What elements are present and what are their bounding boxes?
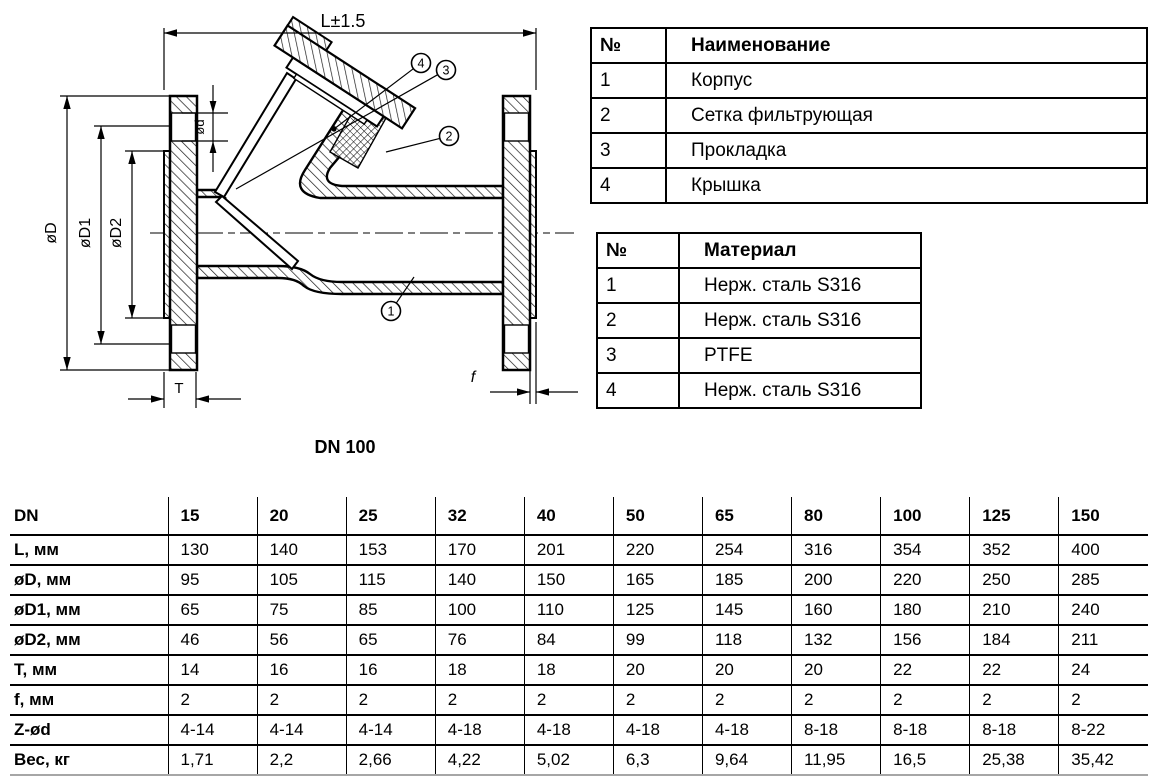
row-number-cell: 4 bbox=[591, 168, 666, 203]
dimension-value-cell: 16 bbox=[346, 655, 435, 685]
dimension-value-cell: 105 bbox=[257, 565, 346, 595]
dimension-value-cell: 1,71 bbox=[168, 745, 257, 775]
dimension-value-cell: 4-18 bbox=[435, 715, 524, 745]
dimension-value-cell: 240 bbox=[1059, 595, 1148, 625]
dimension-row-label: øD, мм bbox=[14, 570, 72, 589]
dimension-value-cell: 115 bbox=[346, 565, 435, 595]
dimension-value-cell: 2 bbox=[881, 685, 970, 715]
dimension-value-cell: 11,95 bbox=[792, 745, 881, 775]
dimension-value-cell: 4,22 bbox=[435, 745, 524, 775]
valve-section-drawing bbox=[0, 0, 590, 470]
callout-4-label: 4 bbox=[417, 56, 425, 71]
table-header-row bbox=[597, 233, 921, 268]
dimension-value-cell: 2 bbox=[970, 685, 1059, 715]
dimension-value-cell: 140 bbox=[435, 565, 524, 595]
row-number-cell: 3 bbox=[597, 338, 679, 373]
dim-label-f: f bbox=[470, 369, 476, 386]
dim-label-od: øD bbox=[43, 222, 60, 244]
dimension-row bbox=[10, 535, 1148, 565]
dimension-value-cell: 4-14 bbox=[168, 715, 257, 745]
drawing-caption: DN 100 bbox=[314, 437, 376, 457]
dimension-value-cell: 140 bbox=[257, 535, 346, 565]
materials-col-material: Материал bbox=[679, 233, 921, 268]
dim-label-od2: øD2 bbox=[108, 217, 125, 249]
table-row bbox=[591, 63, 1147, 98]
right-flange bbox=[503, 96, 536, 370]
dimension-row bbox=[10, 655, 1148, 685]
dimension-value-cell: 2 bbox=[1059, 685, 1148, 715]
dimension-value-cell: 5,02 bbox=[524, 745, 613, 775]
dimension-value-cell: 2 bbox=[613, 685, 702, 715]
dimension-value-cell: 18 bbox=[435, 655, 524, 685]
dimension-value-cell: 180 bbox=[881, 595, 970, 625]
dimension-value-cell: 130 bbox=[168, 535, 257, 565]
dn-corner-label: DN bbox=[14, 505, 39, 525]
dim-label-t: T bbox=[174, 380, 184, 397]
dimension-row-label: T, мм bbox=[14, 660, 58, 679]
row-value-cell: Корпус bbox=[666, 63, 1147, 98]
dimension-value-cell: 2 bbox=[346, 685, 435, 715]
dimension-value-cell: 250 bbox=[970, 565, 1059, 595]
bolt-hole bbox=[505, 325, 529, 353]
dn-size-header: 50 bbox=[613, 497, 702, 535]
dimension-value-cell: 200 bbox=[792, 565, 881, 595]
dn-size-header: 150 bbox=[1059, 497, 1148, 535]
dimension-value-cell: 210 bbox=[970, 595, 1059, 625]
table-row bbox=[591, 133, 1147, 168]
dim-label-length: L±1.5 bbox=[320, 11, 366, 31]
row-value-cell: Нерж. сталь S316 bbox=[679, 303, 921, 338]
dimension-value-cell: 285 bbox=[1059, 565, 1148, 595]
dimension-value-cell: 4-18 bbox=[702, 715, 791, 745]
dimension-value-cell: 132 bbox=[792, 625, 881, 655]
row-value-cell: Сетка фильтрующая bbox=[666, 98, 1147, 133]
dimension-row-label: Z-ød bbox=[14, 720, 51, 739]
table-row bbox=[597, 373, 921, 408]
dn-size-header: 20 bbox=[257, 497, 346, 535]
dimension-row bbox=[10, 565, 1148, 595]
dimension-value-cell: 99 bbox=[613, 625, 702, 655]
dimension-row bbox=[10, 745, 1148, 775]
dimension-value-cell: 150 bbox=[524, 565, 613, 595]
row-value-cell: Нерж. сталь S316 bbox=[679, 373, 921, 408]
callout-2-label: 2 bbox=[445, 129, 453, 144]
row-number-cell: 1 bbox=[591, 63, 666, 98]
dimension-row bbox=[10, 625, 1148, 655]
dimension-value-cell: 118 bbox=[702, 625, 791, 655]
left-flange bbox=[164, 96, 197, 370]
dimension-value-cell: 24 bbox=[1059, 655, 1148, 685]
dimension-value-cell: 352 bbox=[970, 535, 1059, 565]
dimension-value-cell: 211 bbox=[1059, 625, 1148, 655]
parts-col-number: № bbox=[591, 28, 666, 63]
row-value-cell: Крышка bbox=[666, 168, 1147, 203]
dn-dimensions-table bbox=[10, 497, 1148, 776]
materials-table bbox=[596, 232, 922, 409]
dimension-value-cell: 4-18 bbox=[613, 715, 702, 745]
dimension-value-cell: 2 bbox=[524, 685, 613, 715]
row-value-cell: PTFE bbox=[679, 338, 921, 373]
dimension-value-cell: 65 bbox=[346, 625, 435, 655]
dimension-row-label: øD1, мм bbox=[14, 600, 81, 619]
dimension-value-cell: 354 bbox=[881, 535, 970, 565]
dimension-value-cell: 125 bbox=[613, 595, 702, 625]
parts-col-name: Наименование bbox=[666, 28, 1147, 63]
dimension-value-cell: 316 bbox=[792, 535, 881, 565]
bolt-hole bbox=[172, 325, 196, 353]
dn-size-header: 40 bbox=[524, 497, 613, 535]
dn-size-header: 80 bbox=[792, 497, 881, 535]
dn-header-row bbox=[10, 497, 1148, 535]
dn-size-header: 100 bbox=[881, 497, 970, 535]
dimension-value-cell: 220 bbox=[613, 535, 702, 565]
dim-t bbox=[128, 372, 241, 408]
dimension-value-cell: 2 bbox=[702, 685, 791, 715]
dimension-value-cell: 22 bbox=[881, 655, 970, 685]
dimension-value-cell: 18 bbox=[524, 655, 613, 685]
dimension-value-cell: 22 bbox=[970, 655, 1059, 685]
table-row bbox=[597, 338, 921, 373]
dimension-value-cell: 220 bbox=[881, 565, 970, 595]
dimension-row-label: øD2, мм bbox=[14, 630, 81, 649]
table-row bbox=[597, 268, 921, 303]
dimension-value-cell: 100 bbox=[435, 595, 524, 625]
dimension-value-cell: 75 bbox=[257, 595, 346, 625]
table-row bbox=[597, 303, 921, 338]
dimension-row-label: Вес, кг bbox=[14, 750, 70, 769]
dimension-value-cell: 46 bbox=[168, 625, 257, 655]
dimension-value-cell: 35,42 bbox=[1059, 745, 1148, 775]
table-row bbox=[591, 98, 1147, 133]
table-header-row bbox=[591, 28, 1147, 63]
dimension-value-cell: 160 bbox=[792, 595, 881, 625]
dimension-value-cell: 165 bbox=[613, 565, 702, 595]
materials-col-number: № bbox=[597, 233, 679, 268]
dimension-value-cell: 85 bbox=[346, 595, 435, 625]
row-number-cell: 2 bbox=[591, 98, 666, 133]
dimension-value-cell: 14 bbox=[168, 655, 257, 685]
dn-size-header: 32 bbox=[435, 497, 524, 535]
row-number-cell: 1 bbox=[597, 268, 679, 303]
dimension-value-cell: 185 bbox=[702, 565, 791, 595]
dimension-value-cell: 170 bbox=[435, 535, 524, 565]
row-value-cell: Нерж. сталь S316 bbox=[679, 268, 921, 303]
dimension-row-label: f, мм bbox=[14, 690, 55, 709]
dimension-value-cell: 56 bbox=[257, 625, 346, 655]
dimension-value-cell: 20 bbox=[792, 655, 881, 685]
dimension-value-cell: 2 bbox=[792, 685, 881, 715]
dimension-value-cell: 20 bbox=[702, 655, 791, 685]
dimension-value-cell: 4-14 bbox=[346, 715, 435, 745]
dimension-value-cell: 16 bbox=[257, 655, 346, 685]
dim-label-bolt-hole: ød bbox=[192, 119, 207, 135]
dn-size-header: 15 bbox=[168, 497, 257, 535]
callout-3-label: 3 bbox=[442, 63, 450, 78]
dimension-value-cell: 8-18 bbox=[792, 715, 881, 745]
row-value-cell: Прокладка bbox=[666, 133, 1147, 168]
row-number-cell: 2 bbox=[597, 303, 679, 338]
dimension-row-label: L, мм bbox=[14, 540, 59, 559]
dimension-value-cell: 2,2 bbox=[257, 745, 346, 775]
dn-size-header: 65 bbox=[702, 497, 791, 535]
dn-size-header: 25 bbox=[346, 497, 435, 535]
dimension-value-cell: 95 bbox=[168, 565, 257, 595]
row-number-cell: 4 bbox=[597, 373, 679, 408]
dimension-value-cell: 2 bbox=[435, 685, 524, 715]
row-number-cell: 3 bbox=[591, 133, 666, 168]
dim-label-od1: øD1 bbox=[77, 217, 94, 249]
dimension-value-cell: 184 bbox=[970, 625, 1059, 655]
dimension-value-cell: 20 bbox=[613, 655, 702, 685]
dimension-row bbox=[10, 595, 1148, 625]
dimension-value-cell: 8-18 bbox=[881, 715, 970, 745]
dimension-value-cell: 2,66 bbox=[346, 745, 435, 775]
dimension-value-cell: 145 bbox=[702, 595, 791, 625]
dimension-value-cell: 153 bbox=[346, 535, 435, 565]
table-row bbox=[591, 168, 1147, 203]
dimension-value-cell: 400 bbox=[1059, 535, 1148, 565]
dn-size-header: 125 bbox=[970, 497, 1059, 535]
dimension-value-cell: 156 bbox=[881, 625, 970, 655]
callout-1-label: 1 bbox=[387, 304, 395, 319]
dimension-value-cell: 9,64 bbox=[702, 745, 791, 775]
dim-od2 bbox=[125, 151, 164, 318]
dimension-value-cell: 8-22 bbox=[1059, 715, 1148, 745]
dimension-value-cell: 2 bbox=[257, 685, 346, 715]
dimension-value-cell: 201 bbox=[524, 535, 613, 565]
dimension-value-cell: 65 bbox=[168, 595, 257, 625]
dimension-value-cell: 16,5 bbox=[881, 745, 970, 775]
parts-table bbox=[590, 27, 1148, 204]
dimension-value-cell: 4-18 bbox=[524, 715, 613, 745]
dimension-value-cell: 254 bbox=[702, 535, 791, 565]
dimension-row bbox=[10, 685, 1148, 715]
dimension-row bbox=[10, 715, 1148, 745]
dimension-value-cell: 110 bbox=[524, 595, 613, 625]
dimension-value-cell: 2 bbox=[168, 685, 257, 715]
dimension-value-cell: 25,38 bbox=[970, 745, 1059, 775]
dimension-value-cell: 4-14 bbox=[257, 715, 346, 745]
bolt-hole bbox=[505, 113, 529, 141]
dimension-value-cell: 84 bbox=[524, 625, 613, 655]
dimension-value-cell: 8-18 bbox=[970, 715, 1059, 745]
dimension-value-cell: 76 bbox=[435, 625, 524, 655]
dimension-value-cell: 6,3 bbox=[613, 745, 702, 775]
